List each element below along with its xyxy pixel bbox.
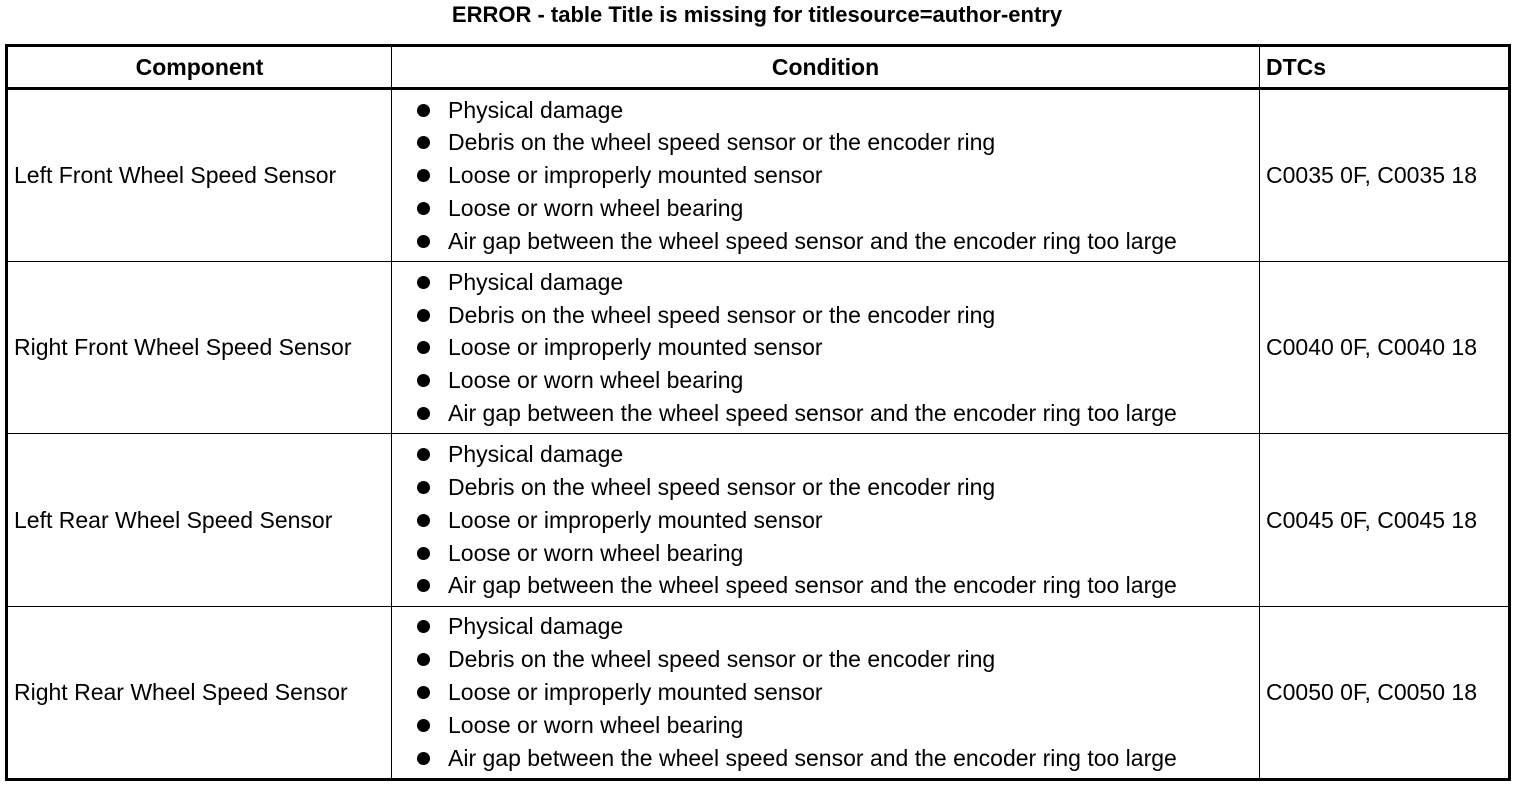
bullet-icon <box>417 169 430 182</box>
component-condition-table <box>5 44 1511 781</box>
condition-item <box>417 438 1259 471</box>
condition-text: Debris on the wheel speed sensor or the encoder ring <box>448 301 996 328</box>
condition-text: Physical damage <box>448 441 624 468</box>
bullet-icon <box>417 309 430 322</box>
condition-item <box>417 299 1259 332</box>
condition-text: Loose or worn wheel bearing <box>448 195 744 222</box>
condition-list <box>417 266 1259 430</box>
condition-item <box>417 225 1259 258</box>
condition-item <box>417 126 1259 159</box>
bullet-icon <box>417 514 430 527</box>
condition-text: Air gap between the wheel speed sensor and the encoder ring too large <box>448 572 1177 599</box>
condition-item <box>417 364 1259 397</box>
condition-item <box>417 471 1259 504</box>
condition-text: Air gap between the wheel speed sensor and the encoder ring too large <box>448 227 1177 254</box>
condition-item <box>417 504 1259 537</box>
header-component: Component <box>7 46 392 89</box>
condition-cell <box>392 89 1260 262</box>
condition-item <box>417 610 1259 643</box>
condition-item <box>417 159 1259 192</box>
header-condition: Condition <box>392 46 1260 89</box>
condition-item <box>417 709 1259 742</box>
condition-text: Loose or improperly mounted sensor <box>448 334 823 361</box>
condition-item <box>417 676 1259 709</box>
condition-text: Loose or worn wheel bearing <box>448 711 744 738</box>
bullet-icon <box>417 202 430 215</box>
condition-text: Loose or improperly mounted sensor <box>448 678 823 705</box>
bullet-icon <box>417 719 430 732</box>
table-header-row <box>7 46 1510 89</box>
bullet-icon <box>417 341 430 354</box>
bullet-icon <box>417 653 430 666</box>
dtcs-cell: C0050 0F, C0050 18 <box>1260 606 1510 779</box>
bullet-icon <box>417 620 430 633</box>
table-row <box>7 262 1510 434</box>
component-cell: Right Rear Wheel Speed Sensor <box>7 606 392 779</box>
bullet-icon <box>417 579 430 592</box>
condition-item <box>417 742 1259 775</box>
bullet-icon <box>417 448 430 461</box>
condition-item <box>417 537 1259 570</box>
bullet-icon <box>417 752 430 765</box>
bullet-icon <box>417 547 430 560</box>
condition-text: Debris on the wheel speed sensor or the encoder ring <box>448 129 996 156</box>
condition-text: Loose or worn wheel bearing <box>448 539 744 566</box>
condition-list <box>417 610 1259 774</box>
component-cell: Left Rear Wheel Speed Sensor <box>7 434 392 606</box>
bullet-icon <box>417 407 430 420</box>
page-title: ERROR - table Title is missing for titlesource=author-entry <box>451 2 1063 27</box>
table-row <box>7 434 1510 606</box>
bullet-icon <box>417 276 430 289</box>
condition-list <box>417 438 1259 602</box>
table-row <box>7 606 1510 779</box>
condition-item <box>417 94 1259 127</box>
condition-list <box>417 94 1259 258</box>
condition-text: Physical damage <box>448 96 624 123</box>
condition-text: Air gap between the wheel speed sensor and the encoder ring too large <box>448 744 1177 771</box>
bullet-icon <box>417 104 430 117</box>
condition-item <box>417 331 1259 364</box>
condition-item <box>417 643 1259 676</box>
component-cell: Right Front Wheel Speed Sensor <box>7 262 392 434</box>
condition-item <box>417 397 1259 430</box>
condition-cell <box>392 262 1260 434</box>
condition-cell <box>392 434 1260 606</box>
condition-item <box>417 266 1259 299</box>
condition-text: Loose or improperly mounted sensor <box>448 162 823 189</box>
bullet-icon <box>417 235 430 248</box>
condition-text: Air gap between the wheel speed sensor and the encoder ring too large <box>448 400 1177 427</box>
dtcs-cell: C0035 0F, C0035 18 <box>1260 89 1510 262</box>
bullet-icon <box>417 374 430 387</box>
condition-text: Loose or improperly mounted sensor <box>448 506 823 533</box>
table-row <box>7 89 1510 262</box>
condition-text: Physical damage <box>448 268 624 295</box>
condition-text: Debris on the wheel speed sensor or the encoder ring <box>448 473 996 500</box>
dtcs-cell: C0045 0F, C0045 18 <box>1260 434 1510 606</box>
condition-text: Physical damage <box>448 613 624 640</box>
condition-cell <box>392 606 1260 779</box>
component-cell: Left Front Wheel Speed Sensor <box>7 89 392 262</box>
condition-item <box>417 569 1259 602</box>
condition-text: Debris on the wheel speed sensor or the encoder ring <box>448 646 996 673</box>
bullet-icon <box>417 686 430 699</box>
dtcs-cell: C0040 0F, C0040 18 <box>1260 262 1510 434</box>
header-dtcs: DTCs <box>1260 46 1510 89</box>
bullet-icon <box>417 136 430 149</box>
condition-item <box>417 192 1259 225</box>
condition-text: Loose or worn wheel bearing <box>448 367 744 394</box>
bullet-icon <box>417 481 430 494</box>
